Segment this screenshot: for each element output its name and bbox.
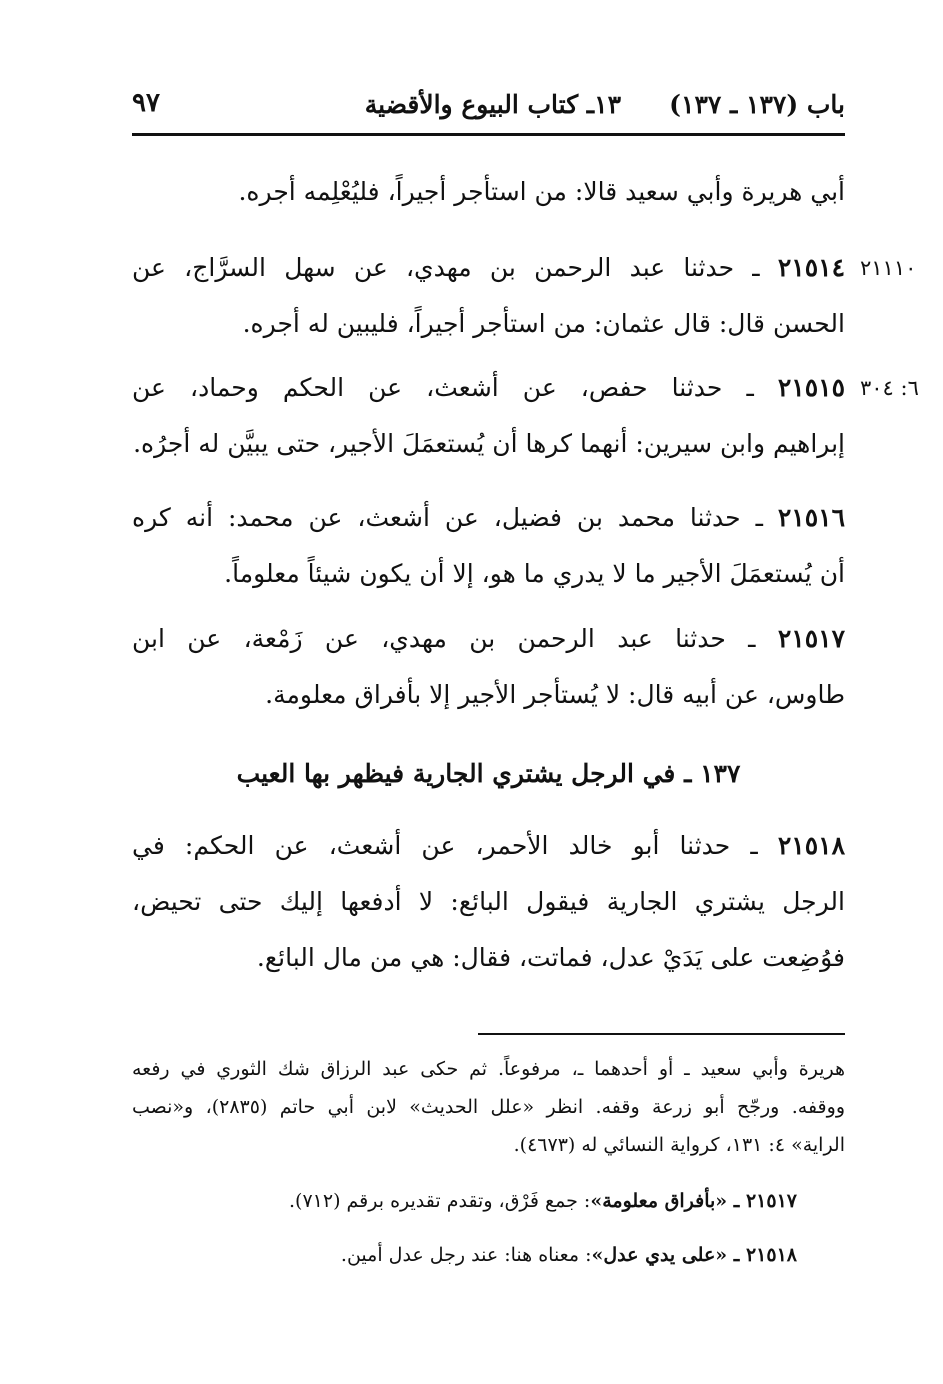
text-line: أبي هريرة وأبي سعيد قالا: من استأجر أجيراً، فليُعْلِمه أجره. xyxy=(238,177,845,206)
text-line: طاوس، عن أبيه قال: لا يُستأجر الأجير إلا بأفراق معلومة. xyxy=(265,680,845,709)
header-rule xyxy=(132,133,845,136)
footnote-ref: ٢١٥١٨ ـ «على يدي عدل» xyxy=(591,1244,797,1266)
footnote-text: : معناه هنا: عند رجل عدل أمين. xyxy=(340,1244,592,1266)
footnote-line: ووقفه. ورجّح أبو زرعة وقفه. انظر «علل الحديث» لابن أبي حاتم (٢٨٣٥)، و«نصب xyxy=(132,1096,845,1118)
hadith-21515 xyxy=(132,360,845,472)
footnote-text: : جمع فَرْق، وتقدم تقديره برقم (٧١٢). xyxy=(289,1190,591,1212)
text-run: ـ حدثنا حفص، عن أشعث، عن الحكم وحماد، عن xyxy=(132,373,754,402)
footnote-ref: ٢١٥١٧ ـ «بأفراق معلومة» xyxy=(590,1190,797,1212)
text-line: الحسن قال: قال عثمان: من استأجر أجيراً، فليبين له أجره. xyxy=(242,309,845,338)
footnote-rule xyxy=(478,1033,845,1035)
header-section: باب (١٣٧ ـ ١٣٧) xyxy=(669,90,845,119)
text-line xyxy=(132,490,845,546)
text-run: ـ حدثنا أبو خالد الأحمر، عن أشعث، عن الحكم: في xyxy=(132,831,758,860)
footnote-line xyxy=(132,1182,797,1220)
text-line: فوُضِعت على يَدَيْ عدل، فماتت، فقال: هي من مال البائع. xyxy=(256,943,845,972)
margin-reference: ٢١١١٠ xyxy=(860,256,917,280)
hadith-21516 xyxy=(132,490,845,602)
text-line: أن يُستعمَلَ الأجير ما لا يدري ما هو، إلا أن يكون شيئاً معلوماً. xyxy=(224,559,845,588)
hadith-21518 xyxy=(132,818,845,986)
text-line xyxy=(132,360,845,416)
text-line: إبراهيم وابن سيرين: أنهما كرها أن يُستعمَلَ الأجير، حتى يبيَّن له أجرُه. xyxy=(133,429,845,458)
chapter-title: ١٣٧ ـ في الرجل يشتري الجارية فيظهر بها العيب xyxy=(236,759,741,788)
footnote-21518 xyxy=(132,1236,845,1274)
text-run: ـ حدثنا محمد بن فضيل، عن أشعث، عن محمد: أنه كره xyxy=(132,503,763,532)
hadith-21514 xyxy=(132,240,845,352)
text-run: ـ حدثنا عبد الرحمن بن مهدي، عن زَمْعة، عن ابن xyxy=(132,624,756,653)
margin-reference: ٦: ٣٠٤ xyxy=(860,376,919,400)
text-line: الرجل يشتري الجارية فيقول البائع: لا أدفعها إليك حتى تحيض، xyxy=(132,887,845,916)
header-book-title: ١٣ـ كتاب البيوع والأقضية xyxy=(364,90,621,119)
page-header xyxy=(132,82,845,130)
hadith-number: ٢١٥١٥ xyxy=(777,373,845,402)
footnote-line xyxy=(132,1236,797,1274)
paragraph-continuation xyxy=(132,164,845,220)
text-run: ـ حدثنا عبد الرحمن بن مهدي، عن سهل السرَّاج، عن xyxy=(132,253,760,282)
text-line xyxy=(132,611,845,667)
hadith-number: ٢١٥١٤ xyxy=(777,253,845,282)
hadith-number: ٢١٥١٧ xyxy=(777,624,845,653)
text-line xyxy=(132,240,845,296)
page-number: ٩٧ xyxy=(132,88,160,118)
hadith-21517 xyxy=(132,611,845,723)
footnote-21517 xyxy=(132,1182,845,1220)
footnote-line: هريرة وأبي سعيد ـ أو أحدهما ـ، مرفوعاً. ثم حكى عبد الرزاق شك الثوري في رفعه xyxy=(132,1058,845,1080)
hadith-number: ٢١٥١٦ xyxy=(777,503,845,532)
text-line xyxy=(132,818,845,874)
footnote-continuation xyxy=(132,1050,845,1164)
hadith-number: ٢١٥١٨ xyxy=(777,831,845,860)
footnote-line: الراية» ٤: ١٣١، كرواية النسائي له (٤٦٧٣). xyxy=(513,1134,845,1156)
